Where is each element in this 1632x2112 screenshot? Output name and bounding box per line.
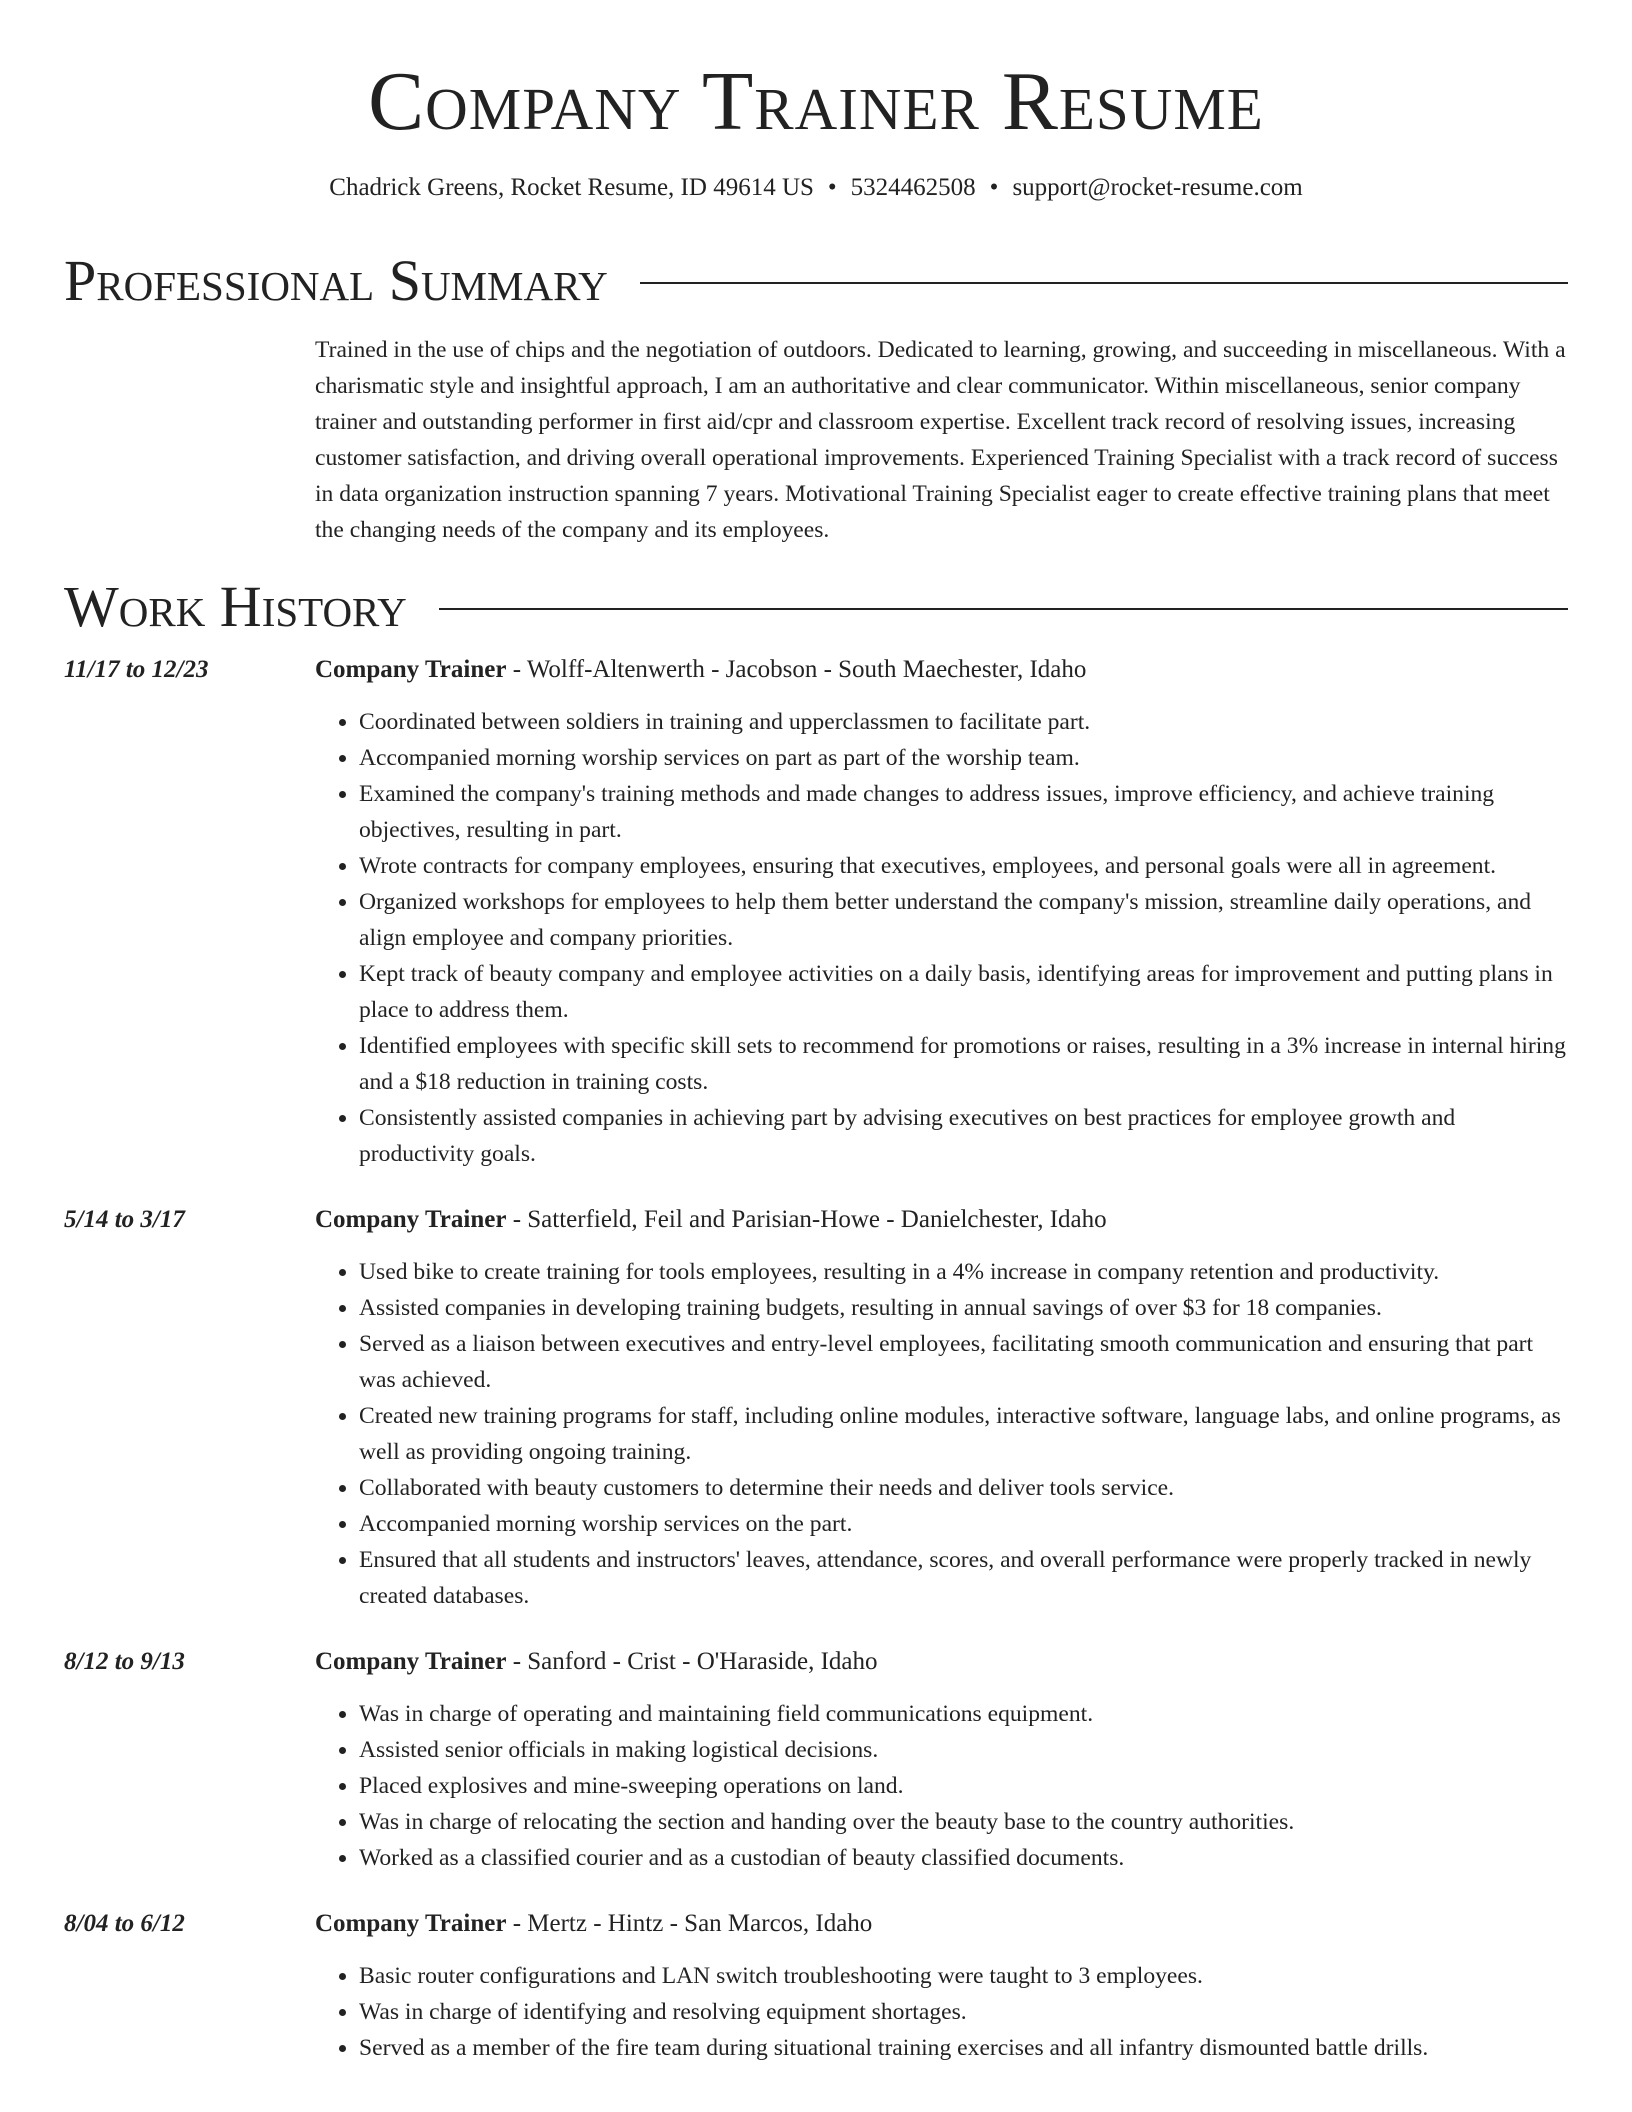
- duty-item: • Created new training programs for staff, including online modules, interactive software, language labs, and online programs, as well as providing ongoing training.: [359, 1398, 1568, 1470]
- duty-item: • Accompanied morning worship services on the part.: [359, 1506, 1568, 1542]
- duty-item: • Organized workshops for employees to help them better understand the company's mission, streamline daily operations, and align employee and company priorities.: [359, 884, 1568, 956]
- duty-item: • Used bike to create training for tools employees, resulting in a 4% increase in company retention and productivity.: [359, 1254, 1568, 1290]
- job-entry: [64, 652, 1568, 1172]
- job-role: Company Trainer: [315, 1910, 507, 1937]
- job-role: Company Trainer: [315, 656, 507, 683]
- job-entry: [64, 1644, 1568, 1876]
- job-employer-location: - Satterfield, Feil and Parisian-Howe - Danielchester, Idaho: [506, 1206, 1107, 1233]
- job-title-line: [315, 1906, 1568, 1942]
- duty-item: • Basic router configurations and LAN switch troubleshooting were taught to 3 employees.: [359, 1958, 1568, 1994]
- contact-separator: •: [989, 174, 999, 201]
- summary-heading: Professional Summary: [64, 248, 608, 313]
- job-title-line: [315, 1202, 1568, 1238]
- job-body: [315, 652, 1568, 1172]
- job-duties-list: [315, 1696, 1568, 1876]
- duty-item: • Examined the company's training methods and made changes to address issues, improve efficiency, and achieve training objectives, resulting in part.: [359, 776, 1568, 848]
- duty-item: • Ensured that all students and instructors' leaves, attendance, scores, and overall performance were properly tracked in newly created databases.: [359, 1542, 1568, 1614]
- resume-title: Company Trainer Resume: [368, 55, 1264, 148]
- job-entry: [64, 1202, 1568, 1614]
- section-divider: [640, 282, 1568, 284]
- job-dates: 8/04 to 6/12: [64, 1910, 185, 1937]
- work-history-list: [64, 652, 1568, 2066]
- job-dates: 11/17 to 12/23: [64, 656, 209, 683]
- duty-item: • Kept track of beauty company and employee activities on a daily basis, identifying areas for improvement and putting plans in place to address them.: [359, 956, 1568, 1028]
- work-section-header: [64, 574, 1568, 639]
- job-duties-list: [315, 1254, 1568, 1614]
- duty-item: • Was in charge of relocating the section and handing over the beauty base to the country authorities.: [359, 1804, 1568, 1840]
- job-entry: [64, 1906, 1568, 2066]
- job-body: [315, 1202, 1568, 1614]
- job-title-line: [315, 652, 1568, 688]
- duty-item: • Accompanied morning worship services on part as part of the worship team.: [359, 740, 1568, 776]
- duty-item: • Identified employees with specific skill sets to recommend for promotions or raises, resulting in a 3% increase in internal hiring and a $18 reduction in training costs.: [359, 1028, 1568, 1100]
- job-dates: 8/12 to 9/13: [64, 1648, 185, 1675]
- contact-phone: 5324462508: [850, 174, 976, 201]
- work-heading: Work History: [64, 574, 407, 639]
- job-title-line: [315, 1644, 1568, 1680]
- job-role: Company Trainer: [315, 1206, 507, 1233]
- job-employer-location: - Mertz - Hintz - San Marcos, Idaho: [506, 1910, 873, 1937]
- duty-item: • Assisted senior officials in making logistical decisions.: [359, 1732, 1568, 1768]
- contact-line: [64, 174, 1568, 202]
- job-employer-location: - Wolff-Altenwerth - Jacobson - South Maechester, Idaho: [506, 656, 1087, 683]
- duty-item: • Wrote contracts for company employees, ensuring that executives, employees, and personal goals were all in agreement.: [359, 848, 1568, 884]
- duty-item: • Placed explosives and mine-sweeping operations on land.: [359, 1768, 1568, 1804]
- duty-item: • Was in charge of operating and maintaining field communications equipment.: [359, 1696, 1568, 1732]
- contact-separator: •: [827, 174, 837, 201]
- job-body: [315, 1906, 1568, 2066]
- duty-item: • Served as a liaison between executives and entry-level employees, facilitating smooth communication and ensuring that part was achieved.: [359, 1326, 1568, 1398]
- job-employer-location: - Sanford - Crist - O'Haraside, Idaho: [506, 1648, 878, 1675]
- job-body: [315, 1644, 1568, 1876]
- job-role: Company Trainer: [315, 1648, 507, 1675]
- summary-section-header: [64, 248, 1568, 313]
- duty-item: • Coordinated between soldiers in training and upperclassmen to facilitate part.: [359, 704, 1568, 740]
- section-divider: [439, 608, 1568, 610]
- job-dates: 5/14 to 3/17: [64, 1206, 185, 1233]
- duty-item: • Was in charge of identifying and resolving equipment shortages.: [359, 1994, 1568, 2030]
- duty-item: • Served as a member of the fire team during situational training exercises and all infantry dismounted battle drills.: [359, 2030, 1568, 2066]
- job-duties-list: [315, 704, 1568, 1172]
- duty-item: • Assisted companies in developing training budgets, resulting in annual savings of over $3 for 18 companies.: [359, 1290, 1568, 1326]
- contact-email: support@rocket-resume.com: [1012, 174, 1303, 201]
- duty-item: • Consistently assisted companies in achieving part by advising executives on best practices for employee growth and productivity goals.: [359, 1100, 1568, 1172]
- job-duties-list: [315, 1958, 1568, 2066]
- summary-text: Trained in the use of chips and the negotiation of outdoors. Dedicated to learning, growing, and succeeding in miscellaneous. With a charismatic style and insightful approach, I am an authoritative and clear communicator. Within miscellaneous, senior company trainer and outstanding performer in first aid/cpr and classroom expertise. Excellent track record of resolving issues, increasing customer satisfaction, and driving overall operational improvements. Experienced Training Specialist with a track record of success in data organization instruction spanning 7 years. Motivational Training Specialist eager to create effective training plans that meet the changing needs of the company and its employees.: [315, 337, 1566, 543]
- contact-address: Chadrick Greens, Rocket Resume, ID 49614 US: [329, 174, 814, 201]
- duty-item: • Collaborated with beauty customers to determine their needs and deliver tools service.: [359, 1470, 1568, 1506]
- duty-item: • Worked as a classified courier and as a custodian of beauty classified documents.: [359, 1840, 1568, 1876]
